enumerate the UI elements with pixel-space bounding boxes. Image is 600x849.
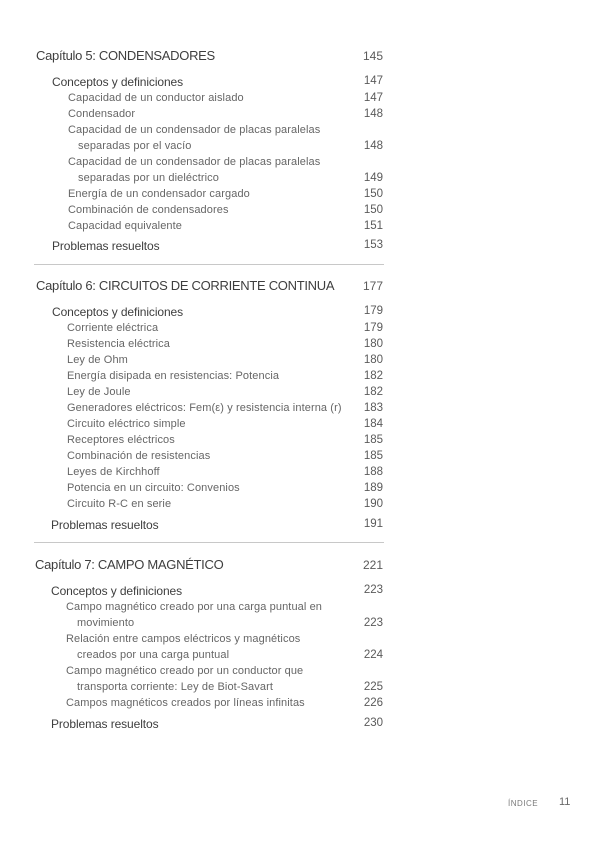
- entry-label: Resistencia eléctrica: [67, 338, 170, 350]
- entry-page-number: 148: [363, 140, 383, 152]
- entry-page-number: 180: [363, 354, 383, 366]
- section-heading: [0, 305, 600, 321]
- problems-page-number: 153: [363, 239, 383, 251]
- entry-label: Energía disipada en resistencias: Potencia: [67, 370, 280, 382]
- entry-label: Ley de Joule: [67, 386, 131, 398]
- entry-label-continued: movimiento: [77, 617, 135, 629]
- toc-entry: [0, 140, 600, 156]
- entry-label: Capacidad de un condensador de placas paralelas: [68, 124, 321, 136]
- chapter-title: Capítulo 7: CAMPO MAGNÉTICO: [35, 557, 224, 572]
- entry-page-number: 223: [363, 617, 383, 629]
- entry-label: Capacidad de un condensador de placas paralelas: [68, 156, 321, 168]
- entry-label: Campos magnéticos creados por líneas infinitas: [66, 697, 305, 709]
- section-heading: [0, 584, 600, 600]
- toc-entry: [0, 354, 600, 370]
- toc-entry: [0, 220, 600, 236]
- toc-entry: [0, 418, 600, 434]
- entry-page-number: 185: [363, 450, 383, 462]
- problems-heading: [0, 717, 600, 733]
- section-heading: [0, 75, 600, 91]
- section-page-number: 223: [363, 584, 383, 596]
- entry-label: Circuito eléctrico simple: [67, 418, 186, 430]
- toc-entry: [0, 697, 600, 713]
- toc-entry-line: [0, 156, 600, 172]
- problems-page-number: 230: [363, 717, 383, 729]
- entry-label: Combinación de resistencias: [67, 450, 211, 462]
- toc-entry: [0, 482, 600, 498]
- section-label: Conceptos y definiciones: [51, 584, 183, 598]
- entry-label: Circuito R-C en serie: [67, 498, 172, 510]
- toc-entry: [0, 338, 600, 354]
- toc-entry: [0, 450, 600, 466]
- entry-label: Relación entre campos eléctricos y magnéticos: [66, 633, 301, 645]
- chapter-5-heading: [0, 48, 600, 64]
- chapter-page-number: 145: [362, 49, 383, 63]
- chapter-title: Capítulo 5: CONDENSADORES: [36, 48, 215, 63]
- problems-label: Problemas resueltos: [52, 239, 160, 253]
- entry-label-continued: separadas por el vacío: [78, 140, 192, 152]
- entry-label: Energía de un condensador cargado: [68, 188, 250, 200]
- entry-page-number: 183: [363, 402, 383, 414]
- section-label: Conceptos y definiciones: [52, 305, 184, 319]
- toc-entry: [0, 172, 600, 188]
- section-page-number: 147: [363, 75, 383, 87]
- entry-label: Capacidad de un conductor aislado: [68, 92, 244, 104]
- problems-page-number: 191: [363, 518, 383, 530]
- entry-page-number: 182: [363, 386, 383, 398]
- toc-entry: [0, 204, 600, 220]
- entry-label: Campo magnético creado por una carga puntual en: [66, 601, 323, 613]
- chapter-title: Capítulo 6: CIRCUITOS DE CORRIENTE CONTINUA: [36, 278, 335, 293]
- problems-label: Problemas resueltos: [51, 717, 159, 731]
- page-footer: [0, 796, 600, 812]
- footer-page-number: 11: [559, 796, 571, 808]
- entry-label: Generadores eléctricos: Fem(ε) y resistencia interna (r): [67, 402, 342, 414]
- section-page-number: 179: [363, 305, 383, 317]
- entry-label: Potencia en un circuito: Convenios: [67, 482, 240, 494]
- toc-entry: [0, 188, 600, 204]
- toc-entry: [0, 92, 600, 108]
- entry-page-number: 188: [363, 466, 383, 478]
- toc-entry: [0, 617, 600, 633]
- entry-page-number: 147: [363, 92, 383, 104]
- entry-page-number: 190: [363, 498, 383, 510]
- entry-label: Receptores eléctricos: [67, 434, 175, 446]
- chapter-7-heading: [0, 557, 600, 573]
- entry-label: Capacidad equivalente: [68, 220, 183, 232]
- toc-entry: [0, 649, 600, 665]
- toc-entry: [0, 370, 600, 386]
- problems-heading: [0, 518, 600, 534]
- entry-label-continued: creados por una carga puntual: [77, 649, 230, 661]
- chapter-page-number: 221: [362, 558, 383, 572]
- entry-page-number: 150: [363, 188, 383, 200]
- entry-label: Ley de Ohm: [67, 354, 128, 366]
- entry-page-number: 180: [363, 338, 383, 350]
- chapter-divider: [34, 264, 384, 265]
- toc-entry-line: [0, 124, 600, 140]
- section-label: Conceptos y definiciones: [52, 75, 184, 89]
- entry-page-number: 179: [363, 322, 383, 334]
- entry-page-number: 150: [363, 204, 383, 216]
- entry-label: Condensador: [68, 108, 136, 120]
- entry-label: Leyes de Kirchhoff: [67, 466, 160, 478]
- entry-label: Campo magnético creado por un conductor que: [66, 665, 304, 677]
- toc-entry-line: [0, 601, 600, 617]
- problems-heading: [0, 239, 600, 255]
- entry-label: Combinación de condensadores: [68, 204, 229, 216]
- toc-entry: [0, 402, 600, 418]
- entry-page-number: 226: [363, 697, 383, 709]
- entry-label: Corriente eléctrica: [67, 322, 159, 334]
- entry-page-number: 184: [363, 418, 383, 430]
- entry-page-number: 148: [363, 108, 383, 120]
- toc-entry: [0, 434, 600, 450]
- entry-page-number: 185: [363, 434, 383, 446]
- toc-entry: [0, 108, 600, 124]
- toc-entry-line: [0, 633, 600, 649]
- entry-page-number: 182: [363, 370, 383, 382]
- entry-page-number: 224: [363, 649, 383, 661]
- problems-label: Problemas resueltos: [51, 518, 159, 532]
- entry-page-number: 151: [363, 220, 383, 232]
- toc-entry: [0, 322, 600, 338]
- entry-label-continued: transporta corriente: Ley de Biot-Savart: [77, 681, 273, 693]
- chapter-6-heading: [0, 278, 600, 294]
- entry-page-number: 189: [363, 482, 383, 494]
- entry-page-number: 225: [363, 681, 383, 693]
- toc-entry: [0, 498, 600, 514]
- toc-entry-line: [0, 665, 600, 681]
- toc-entry: [0, 681, 600, 697]
- chapter-page-number: 177: [362, 279, 383, 293]
- footer-index-label: ÍNDICE: [508, 799, 539, 808]
- chapter-divider: [34, 542, 384, 543]
- toc-entry: [0, 386, 600, 402]
- entry-page-number: 149: [363, 172, 383, 184]
- entry-label-continued: separadas por un dieléctrico: [78, 172, 219, 184]
- toc-entry: [0, 466, 600, 482]
